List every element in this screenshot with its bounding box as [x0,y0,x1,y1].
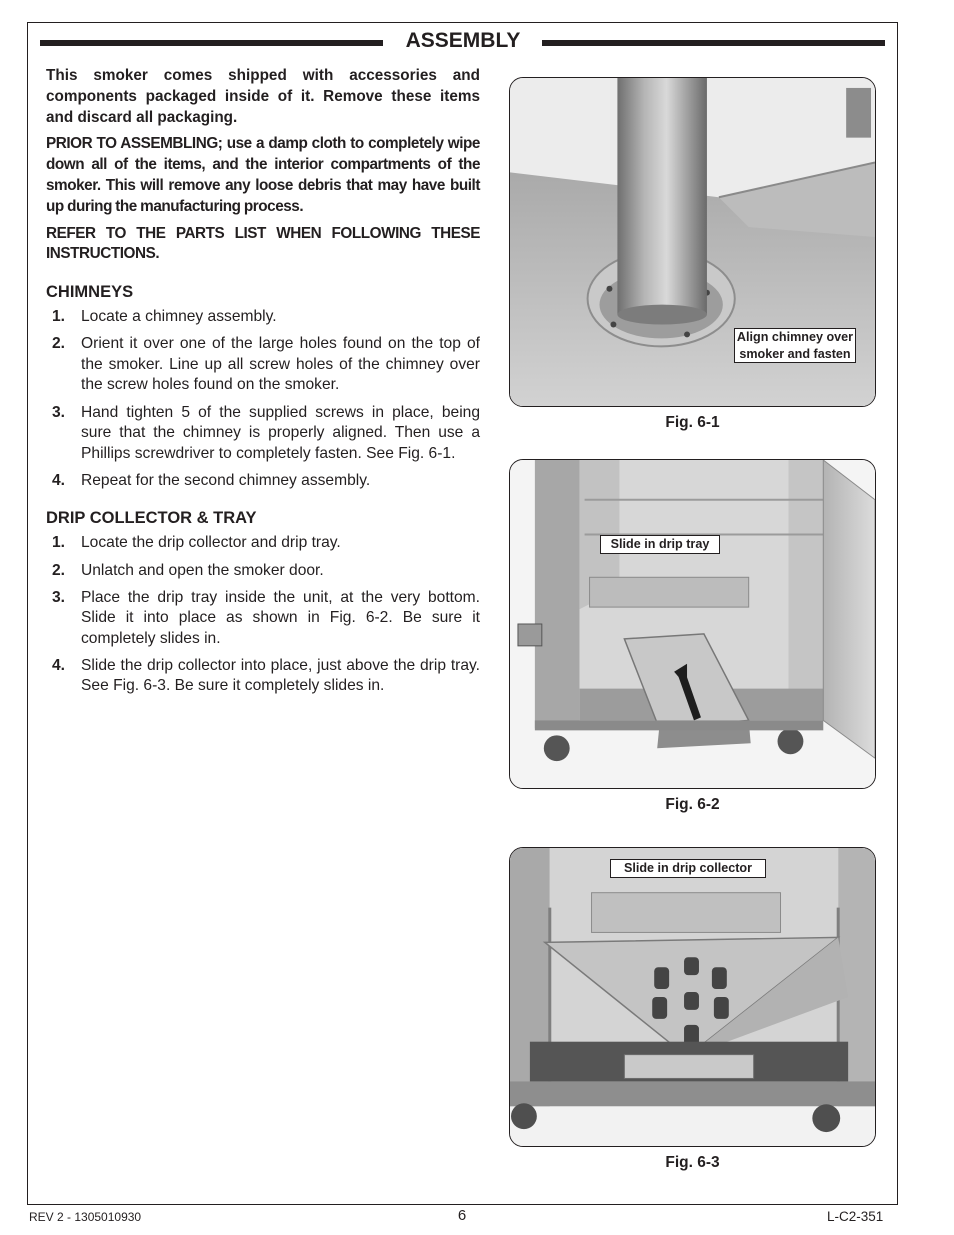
list-item [46,307,480,328]
step-number: 4. [52,471,66,489]
figure-caption: Fig. 6-2 [665,796,720,813]
drip-tray-illustration [510,460,875,788]
figure-callout: Slide in drip tray [600,535,720,554]
step-number: 2. [52,335,66,353]
drip-steps [46,533,480,697]
step-text: Unlatch and open the smoker door. [81,561,324,579]
figure-caption: Fig. 6-3 [665,1154,720,1171]
list-item [46,334,480,396]
step-text: Orient it over one of the large holes found on the top of the smoker. Line up all screw holes of the chimney over the screw holes found on the smoker. [81,335,480,394]
list-item [46,656,480,697]
step-number: 3. [52,403,66,421]
header-rule-left [40,40,383,46]
list-item [46,533,480,554]
instructions-column [46,66,480,704]
step-number: 1. [52,534,66,552]
figure-drip-collector-photo [509,847,876,1147]
step-text: Locate the drip collector and drip tray. [81,534,341,552]
step-number: 3. [52,588,66,606]
footer-document-code: L-C2-351 [827,1209,884,1224]
figure-drip-tray-photo [509,459,876,789]
drip-heading: DRIP COLLECTOR & TRAY [46,509,257,528]
step-number: 1. [52,308,66,326]
intro-paragraph: PRIOR TO ASSEMBLING; use a damp cloth to completely wipe down all of the items, and the interior compartments of the smoker. This will remove any loose debris that may have built up during the manufacturing process. [46,135,480,215]
list-item [46,588,480,650]
list-item [46,403,480,465]
figure-caption: Fig. 6-1 [665,414,720,431]
figure-chimney-photo [509,77,876,407]
chimneys-heading: CHIMNEYS [46,283,134,302]
intro-paragraph: REFER TO THE PARTS LIST WHEN FOLLOWING THESE INSTRUCTIONS. [46,224,480,263]
step-text: Repeat for the second chimney assembly. [81,471,371,489]
intro-paragraph: This smoker comes shipped with accessories and components packaged inside of it. Remove these items and discard all packaging. [46,67,480,126]
drip-collector-illustration [510,848,875,1146]
chimneys-steps [46,307,480,491]
list-item [46,471,480,492]
page-title: ASSEMBLY [405,29,521,52]
footer-revision: REV 2 - 1305010930 [29,1210,142,1224]
step-text: Locate a chimney assembly. [81,308,277,326]
figure-callout: Align chimney over smoker and fasten [734,328,856,363]
step-text: Slide the drip collector into place, just above the drip tray. See Fig. 6-3. Be sure it completely slides in. [81,656,480,695]
page-number: 6 [457,1207,467,1224]
step-number: 2. [52,561,66,579]
header-rule-right [542,40,885,46]
step-text: Place the drip tray inside the unit, at the very bottom. Slide it into place as shown in Fig. 6-2. Be sure it completely slides in. [81,588,480,647]
step-number: 4. [52,656,66,674]
step-text: Hand tighten 5 of the supplied screws in place, being sure that the chimney is properly aligned. Then use a Phillips screwdriver to completely fasten. See Fig. 6-1. [81,403,480,462]
list-item [46,561,480,582]
figure-callout: Slide in drip collector [610,859,766,878]
